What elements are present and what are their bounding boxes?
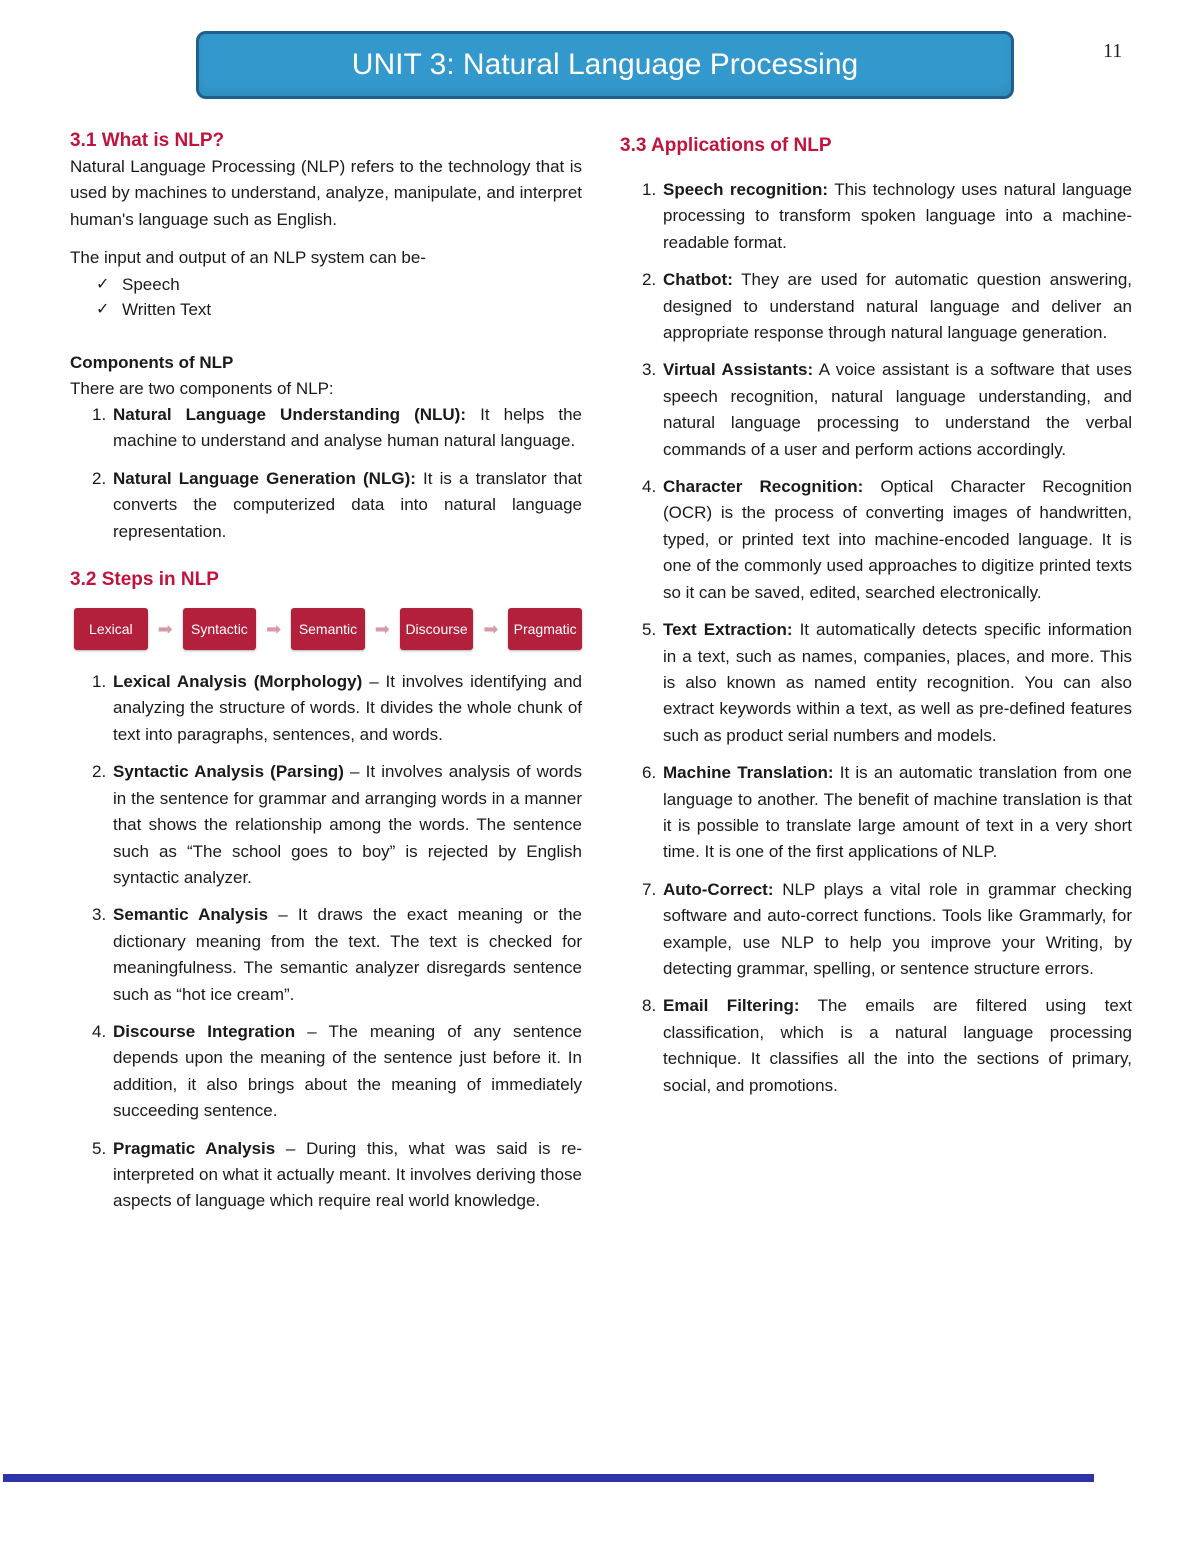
io-item-label: Written Text: [122, 300, 212, 320]
applications-list: [620, 177, 1132, 1099]
item-text: – It involves analysis of words in the sentence for grammar and arranging words in a manner that shows the relationship among the words. The sentence such as “The school goes to boy” is rejected by English syntactic analyzer.: [113, 762, 582, 887]
arrow-right-icon: ➡: [483, 618, 499, 639]
arrow-right-icon: ➡: [157, 618, 173, 639]
item-term: Character Recognition:: [663, 477, 864, 497]
list-item: [620, 267, 1132, 346]
item-number: 8.: [642, 996, 657, 1016]
item-number: 2.: [92, 468, 107, 488]
item-number: 5.: [92, 1138, 107, 1158]
components-intro: There are two components of NLP:: [70, 378, 334, 398]
list-item: [70, 1136, 582, 1215]
item-number: 1.: [642, 180, 657, 199]
step-box: Pragmatic: [508, 608, 582, 650]
item-term: Text Extraction:: [663, 620, 793, 640]
item-text: – The meaning of any sentence depends upon the meaning of the sentence just before it. In addition, it also brings about the meaning of immediately succeeding sentence.: [113, 1021, 582, 1121]
list-item: [70, 669, 582, 748]
nlp-definition: Natural Language Processing (NLP) refers to the technology that is used by machines to understand, analyze, manipulate, and interpret human's language such as English.: [70, 157, 582, 229]
page-number: 11: [1103, 40, 1123, 62]
right-column: [620, 133, 1132, 1110]
list-item: [96, 297, 582, 323]
section-heading-steps: 3.2 Steps in NLP: [70, 569, 219, 591]
list-item: [620, 877, 1132, 983]
item-number: 4.: [92, 1021, 107, 1041]
item-term: Machine Translation:: [663, 763, 834, 783]
item-text: – It draws the exact meaning or the dictionary meaning from the text. The text is checked for meaningfulness. The semantic analyzer disregards sentence such as “hot ice cream”.: [113, 905, 583, 1004]
step-box: Lexical: [74, 608, 148, 650]
io-intro: The input and output of an NLP system can be-: [70, 248, 426, 268]
list-item: [70, 902, 582, 1008]
item-text: It is an automatic translation from one language to another. The benefit of machine translation is that it is possible to translate large amount of text in a very short time. It is one of the first applications of NLP.: [663, 763, 1132, 862]
io-list: [70, 272, 582, 323]
item-number: 4.: [642, 477, 657, 497]
item-term: Chatbot:: [663, 270, 733, 290]
item-text: This technology uses natural language processing to transform spoken language into a machine-readable format.: [663, 180, 1132, 252]
list-item: [96, 272, 582, 298]
item-text: It helps the machine to understand and analyse human natural language.: [113, 405, 582, 451]
left-column: [70, 128, 582, 1226]
bottom-divider: [3, 1474, 1094, 1482]
item-number: 5.: [642, 620, 657, 640]
list-item: [620, 993, 1132, 1099]
item-number: 2.: [92, 762, 107, 782]
steps-flow-diagram: [74, 607, 582, 651]
item-text: It is a translator that converts the computerized data into natural language representation.: [113, 468, 582, 541]
item-term: Virtual Assistants:: [663, 360, 814, 380]
item-term: Speech recognition:: [663, 180, 829, 199]
item-number: 6.: [642, 763, 657, 783]
item-term: Discourse Integration: [113, 1021, 296, 1041]
item-term: Semantic Analysis: [113, 905, 269, 925]
list-item: [620, 760, 1132, 866]
item-text: It automatically detects specific information in a text, such as names, companies, places, and more. This is also known as named entity recognition. You can also extract keywords within a text, as well as pre-defined features such as product serial numbers and models.: [663, 620, 1132, 745]
list-item: [620, 357, 1132, 463]
list-item: [70, 759, 582, 891]
list-item: [620, 617, 1132, 749]
section-heading-applications: 3.3 Applications of NLP: [620, 135, 832, 156]
step-box: Discourse: [400, 608, 474, 650]
item-text: – It involves identifying and analyzing the structure of words. It divides the whole chunk of text into paragraphs, sentences, and words.: [113, 672, 582, 744]
unit-title: UNIT 3: Natural Language Processing: [351, 48, 859, 81]
item-text: A voice assistant is a software that uses speech recognition, natural language understanding, and natural language processing to understand the verbal commands of a user and perform actions accordingly.: [663, 360, 1133, 459]
item-term: Pragmatic Analysis: [113, 1138, 276, 1158]
checkmark-icon: ✓: [96, 301, 110, 319]
item-number: 7.: [642, 879, 657, 899]
item-term: Natural Language Generation (NLG):: [113, 468, 416, 488]
list-item: [620, 177, 1132, 256]
item-number: 3.: [92, 905, 107, 925]
item-term: Lexical Analysis (Morphology): [113, 672, 363, 692]
components-heading: Components of NLP: [70, 352, 234, 372]
item-number: 2.: [642, 270, 657, 290]
checkmark-icon: ✓: [96, 275, 110, 293]
item-number: 1.: [92, 405, 107, 425]
item-text: Optical Character Recognition (OCR) is the process of converting images of handwritten, typed, or printed text into machine-encoded language. It is one of the commonly used approaches to digitize printed texts so it can be saved, edited, searched electronically.: [663, 477, 1132, 602]
item-term: Natural Language Understanding (NLU):: [113, 405, 466, 425]
list-item: [70, 402, 582, 455]
item-text: – During this, what was said is re-interpreted on what it actually meant. It involves deriving those aspects of language which require real world knowledge.: [113, 1138, 582, 1211]
arrow-right-icon: ➡: [374, 618, 390, 639]
item-text: NLP plays a vital role in grammar checking software and auto-correct functions. Tools like Grammarly, for example, use NLP to help you improve your Writing, by detecting grammar, spelling, or sentence structure errors.: [663, 879, 1132, 978]
item-text: They are used for automatic question answering, designed to understand natural language and deliver an appropriate response through natural language generation.: [663, 270, 1132, 343]
step-box: Syntactic: [183, 608, 257, 650]
list-item: [70, 466, 582, 545]
list-item: [70, 1019, 582, 1125]
item-term: Syntactic Analysis (Parsing): [113, 762, 344, 782]
steps-list: [70, 669, 582, 1215]
section-heading-what-is-nlp: 3.1 What is NLP?: [70, 130, 225, 151]
step-box: Semantic: [291, 608, 365, 650]
unit-banner: [196, 31, 1014, 99]
list-item: [620, 474, 1132, 606]
item-number: 3.: [642, 360, 657, 380]
arrow-right-icon: ➡: [266, 618, 282, 639]
item-text: The emails are filtered using text classification, which is a natural language processing technique. It classifies all the into the sections of primary, social, and promotions.: [663, 996, 1132, 1095]
item-term: Auto-Correct:: [663, 879, 774, 899]
item-number: 1.: [92, 672, 107, 692]
io-item-label: Speech: [122, 274, 180, 294]
item-term: Email Filtering:: [663, 996, 800, 1016]
components-list: [70, 402, 582, 545]
